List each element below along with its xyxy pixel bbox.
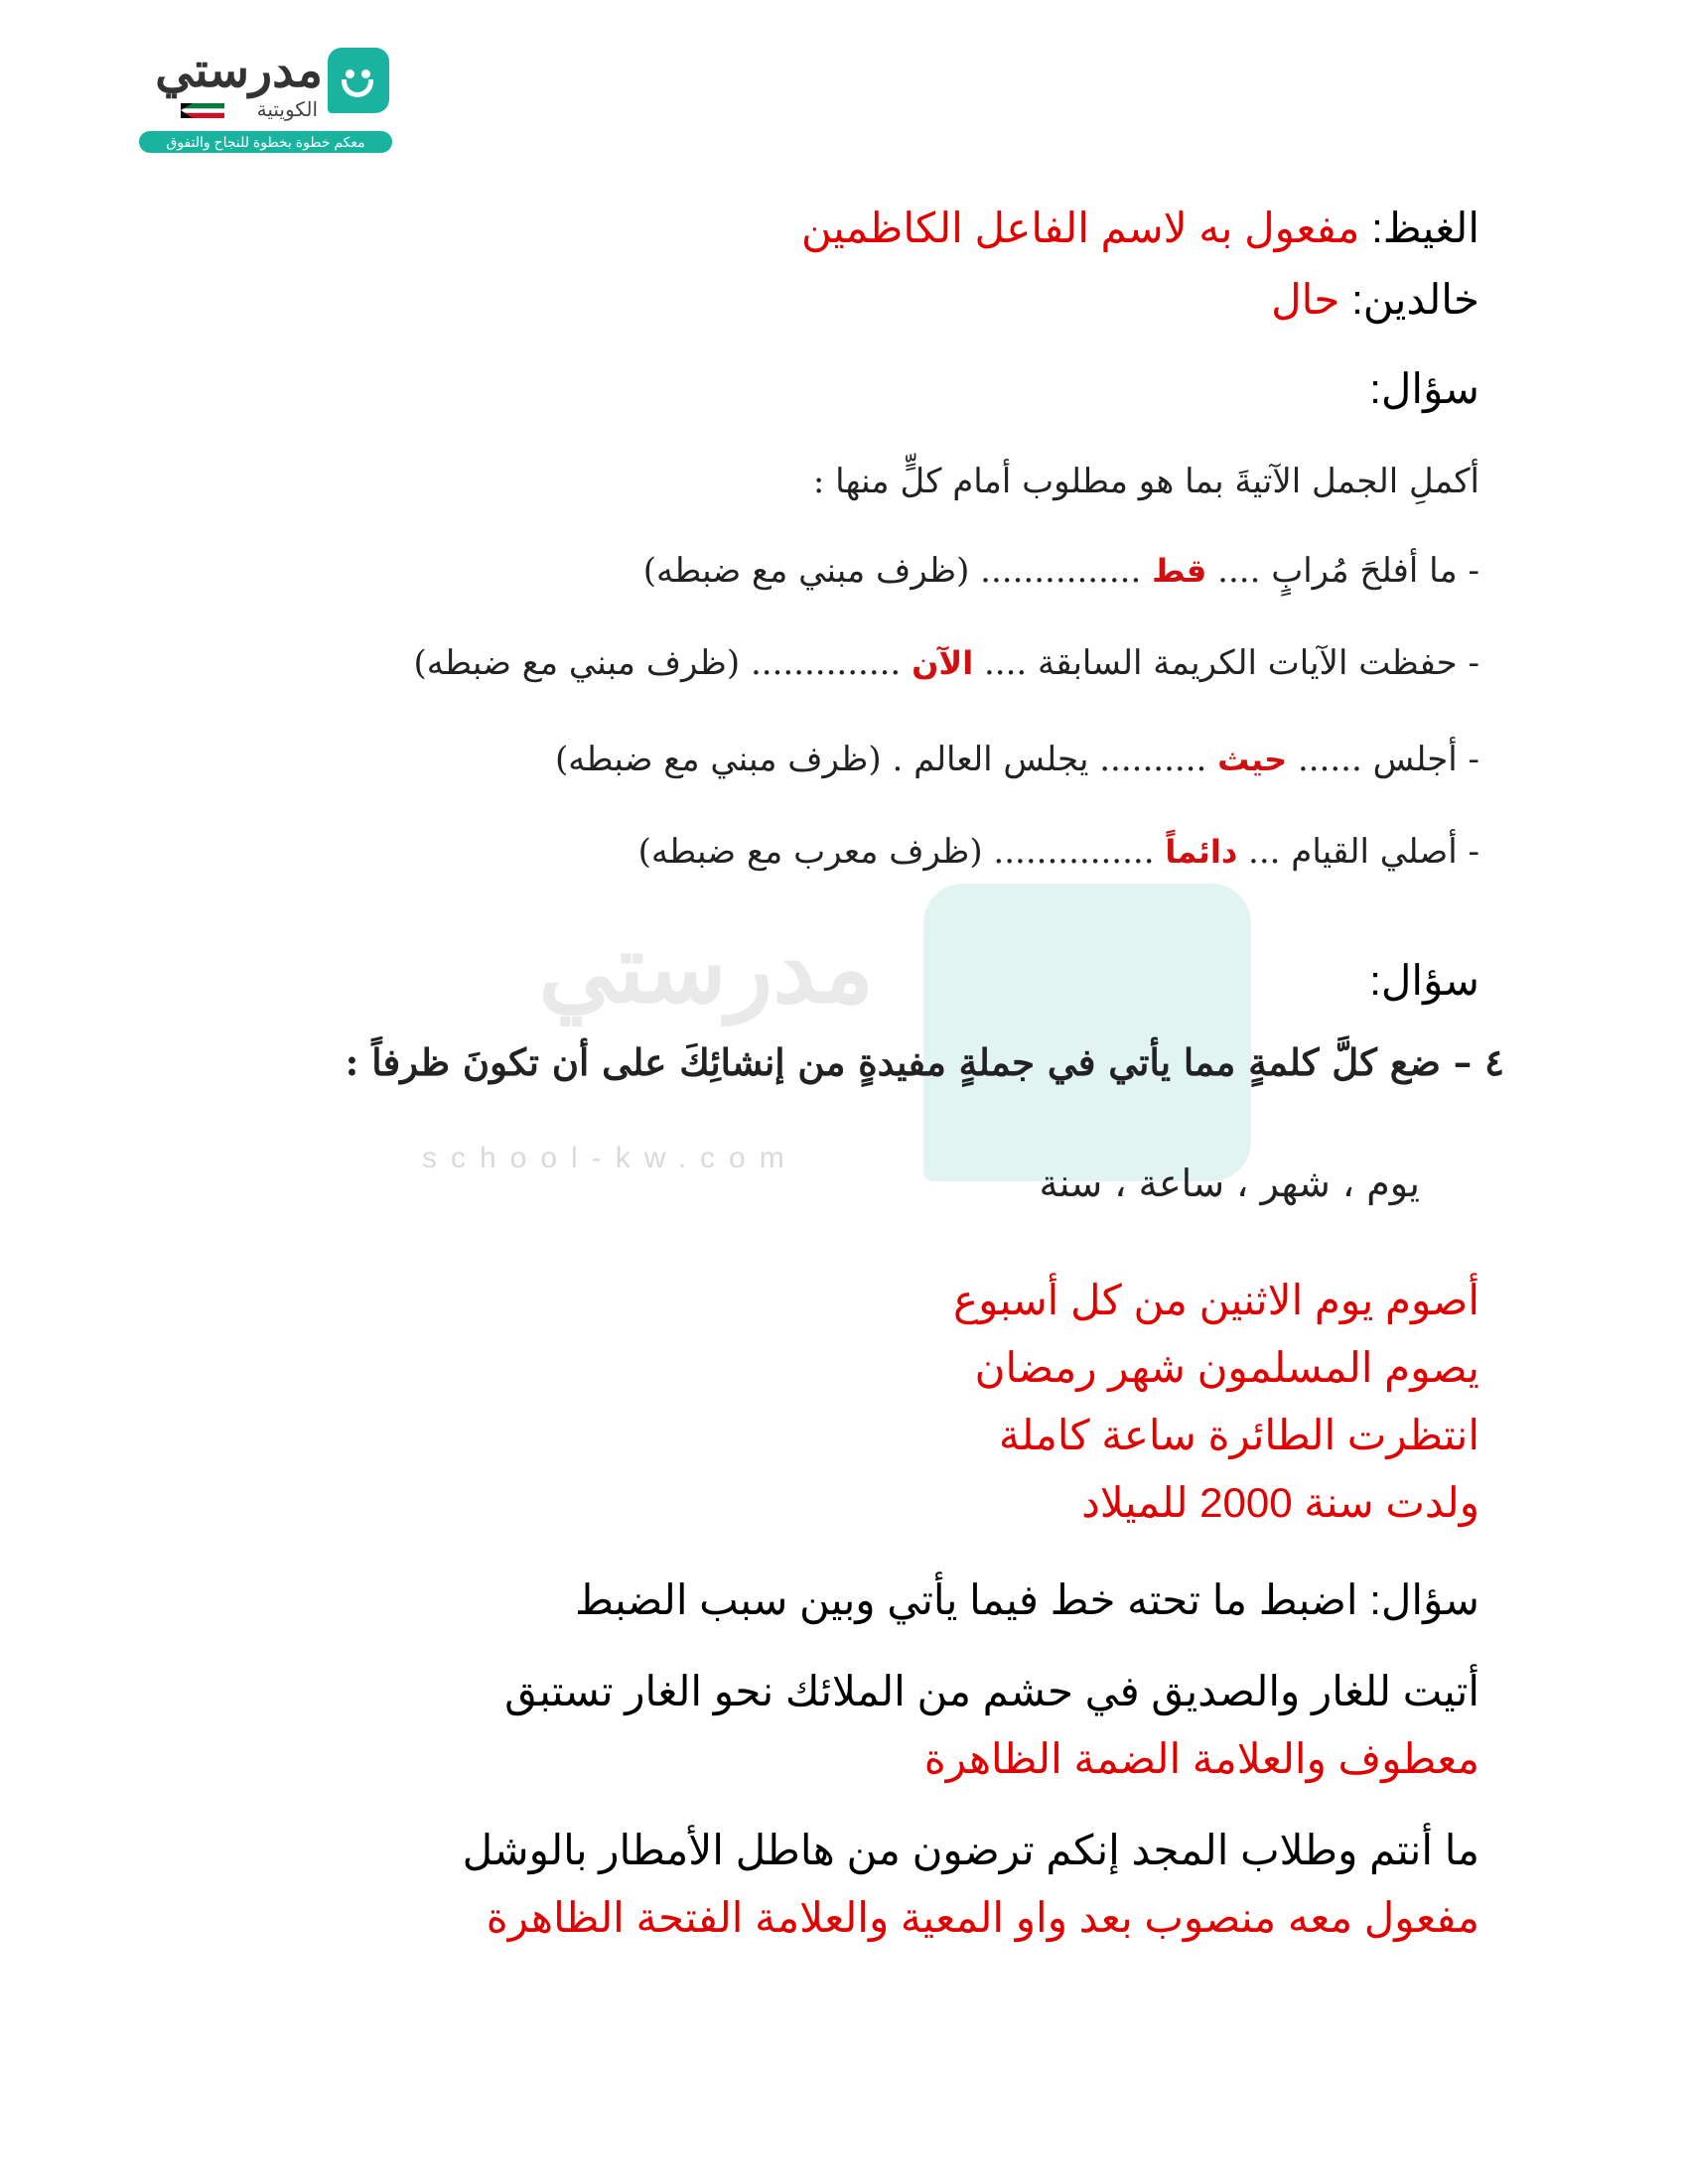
logo-tagline: معكم خطوة بخطوة للنجاح والتفوق: [139, 131, 392, 153]
exercise2-heading: ٤ – ضع كلَّ كلمةٍ مما يأتي في جملةٍ مفيدةٍ من إنشائِكَ على أن تكونَ ظرفاً :: [345, 1040, 1504, 1084]
term-answer: مفعول به لاسم الفاعل الكاظمين: [801, 205, 1360, 251]
watermark-text: مدرستي: [538, 916, 874, 1023]
item-dots: ...............: [993, 832, 1155, 872]
term-answer: حال: [1271, 276, 1340, 323]
logo-country: الكويتية: [256, 99, 318, 121]
item-dots: ...............: [980, 551, 1142, 591]
answer-sentence: أصوم يوم الاثنين من كل أسبوع: [953, 1277, 1479, 1323]
answer-sentence: انتظرت الطائرة ساعة كاملة: [998, 1412, 1479, 1458]
exercise1-item: [238, 643, 1479, 683]
item-start: - حفظت الآيات الكريمة السابقة: [1038, 643, 1479, 683]
poem-verse: ما أنتم وطلاب المجد إنكم ترضون من هاطل الأمطار بالوشل: [462, 1827, 1479, 1873]
logo-smile-icon: [328, 48, 389, 113]
item-dots: ....: [983, 643, 1028, 683]
item-answer: قط: [1152, 552, 1207, 590]
item-dots: ....: [1217, 551, 1261, 591]
question3-title: سؤال: اضبط ما تحته خط فيما يأتي وبين سبب الضبط: [575, 1576, 1479, 1623]
verse-answer: مفعول معه منصوب بعد واو المعية والعلامة الفتحة الظاهرة: [486, 1894, 1479, 1941]
kuwait-flag-icon: [181, 103, 224, 118]
item-hint: (ظرف مبني مع ضبطه): [554, 740, 882, 779]
exercise1-item: [238, 740, 1479, 779]
exercise1-item: [238, 551, 1479, 591]
watermark-url: school-kw.com: [422, 1142, 798, 1174]
poem-verse: أتيت للغار والصديق في حشم من الملائك نحو الغار تستبق: [504, 1668, 1479, 1714]
term-label: الغيظ:: [1371, 205, 1479, 251]
item-hint: (ظرف مبني مع ضبطه): [413, 643, 741, 683]
item-dots: ......: [1297, 740, 1362, 779]
exercise2-words: يوم ، شهر ، ساعة ، سنة: [1039, 1161, 1420, 1205]
verse-answer: معطوف والعلامة الضمة الظاهرة: [923, 1735, 1479, 1782]
item-dots: ...: [1248, 832, 1281, 872]
item-answer: حيث: [1217, 741, 1288, 778]
answer-line-ghaydh: [189, 199, 1479, 258]
item-start: - ما أفلحَ مُرابٍ: [1271, 551, 1479, 591]
answer-sentence: يصوم المسلمون شهر رمضان: [974, 1344, 1479, 1391]
item-answer: الآن: [912, 644, 974, 682]
item-start: - أصلي القيام: [1291, 832, 1479, 872]
item-hint: (ظرف معرب مع ضبطه): [637, 832, 983, 872]
item-answer: دائماً: [1165, 833, 1238, 871]
answer-line-khalideen: [189, 270, 1479, 330]
item-dots: .......... يجلس العالم .: [892, 740, 1207, 779]
item-start: - أجلس: [1372, 740, 1479, 779]
question-label: سؤال:: [1369, 957, 1479, 1004]
item-dots: ..............: [750, 643, 902, 683]
watermark-logo-shape: [923, 884, 1251, 1181]
exercise1-heading: أكملِ الجمل الآتيةَ بما هو مطلوب أمام كلٍّ منها :: [812, 462, 1479, 501]
item-hint: (ظرف مبني مع ضبطه): [642, 551, 970, 591]
site-logo: [139, 45, 397, 157]
question-label: سؤال:: [1369, 365, 1479, 412]
answer-sentence: ولدت سنة 2000 للميلاد: [1081, 1479, 1479, 1526]
exercise1-item: [238, 832, 1479, 872]
logo-name: مدرستي: [155, 45, 323, 97]
term-label: خالدين:: [1351, 276, 1479, 323]
